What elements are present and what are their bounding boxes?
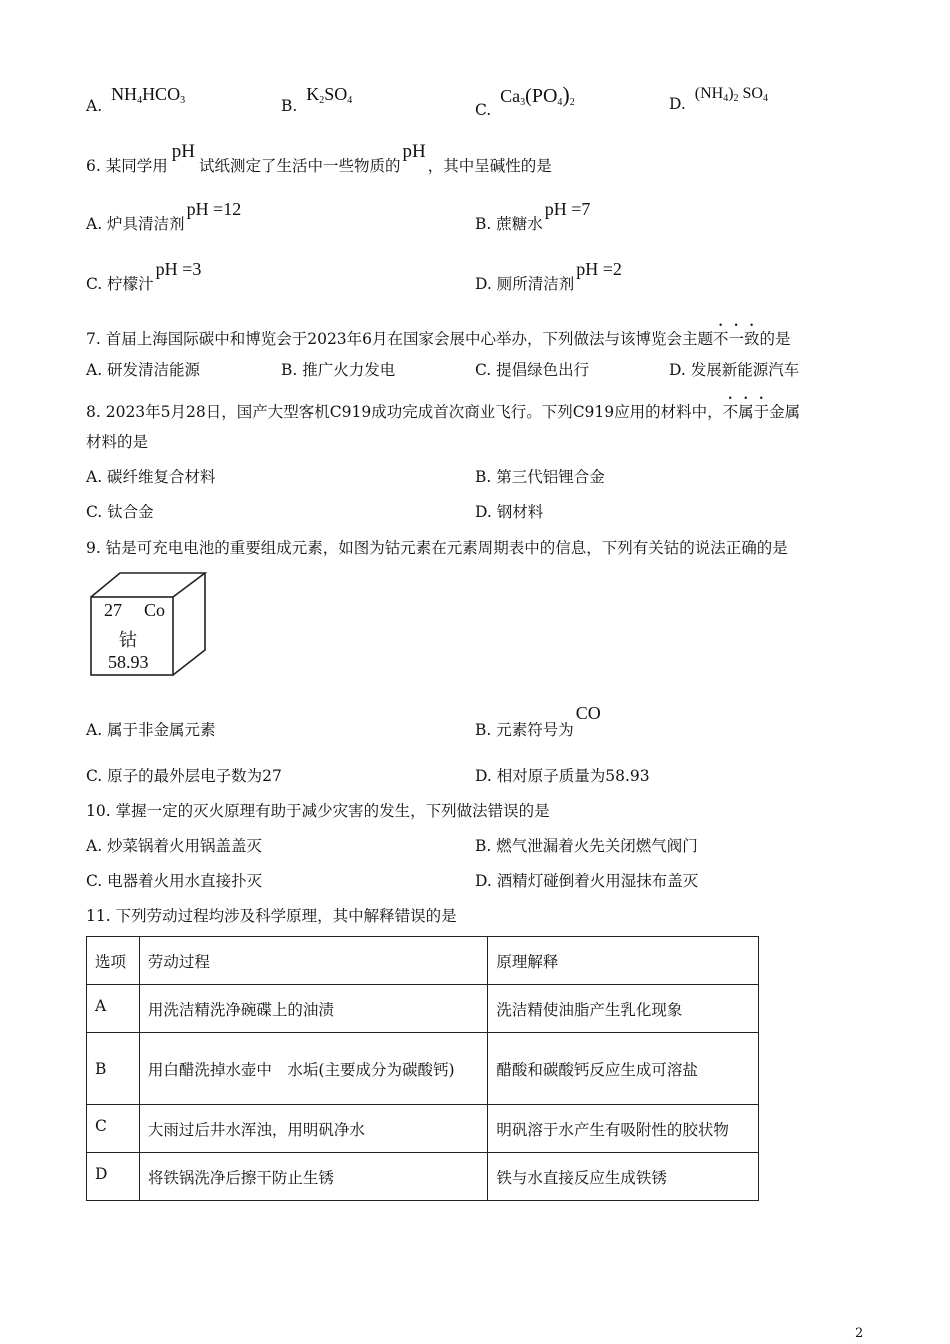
q8-option-c: C. 钛合金 — [86, 503, 154, 521]
q6-option-a: A. 炉具清洁剂pH =12 — [86, 199, 242, 233]
q9-option-d: D. 相对原子质量为58.93 — [475, 767, 650, 785]
q8-stem-line2: 材料的是 — [86, 433, 149, 451]
table-row: D 将铁锅洗净后擦干防止生锈 铁与水直接反应生成铁锈 — [87, 1153, 759, 1201]
q7-option-a: A. 研发清洁能源 — [86, 361, 201, 379]
q5-option-a-label: A. — [86, 97, 103, 115]
page-number: 2 — [855, 1326, 864, 1341]
q6-option-c: C. 柠檬汁pH =3 — [86, 259, 202, 293]
q10-option-b: B. 燃气泄漏着火先关闭燃气阀门 — [475, 837, 698, 855]
element-box-outline — [88, 570, 210, 680]
q7-option-b: B. 推广火力发电 — [281, 361, 396, 379]
q5-option-a-formula: $NH_4HCO_3$ — [111, 84, 186, 106]
q10-option-d: D. 酒精灯碰倒着火用湿抹布盖灭 — [475, 872, 699, 890]
q8-stem: 8. 2023年5月28日，国产大型客机C919成功完成首次商业飞行。下列C919应用的材料中，不属于金属 — [86, 403, 801, 421]
q6-stem: 6. 某同学用pH试纸测定了生活中一些物质的pH，其中呈碱性的是 — [86, 141, 552, 175]
q11-stem: 11. 下列劳动过程均涉及科学原理，其中解释错误的是 — [86, 907, 457, 925]
q5-option-c — [475, 82, 575, 119]
q10-option-a: A. 炒菜锅着火用锅盖盖灭 — [86, 837, 263, 855]
element-name: 钴 — [119, 630, 137, 650]
q5-option-c-formula: $Ca_3(PO_4)_2$ — [500, 82, 575, 108]
q5-option-b — [281, 84, 353, 115]
q5-option-b-label: B. — [281, 97, 298, 115]
table-row: B 用白醋洗掉水壶中 水垢(主要成分为碳酸钙) 醋酸和碳酸钙反应生成可溶盐 — [87, 1033, 759, 1105]
q5-option-d-label: D. — [669, 95, 686, 113]
q7-stem: 7. 首届上海国际碳中和博览会于2023年6月在国家会展中心举办，下列做法与该博览会主题不一致的是 — [86, 330, 791, 348]
q9-option-c: C. 原子的最外层电子数为27 — [86, 767, 282, 785]
q5-option-a — [86, 84, 186, 115]
table-row: A 用洗洁精洗净碗碟上的油渍 洗洁精使油脂产生乳化现象 — [87, 985, 759, 1033]
q6-option-d: D. 厕所清洁剂pH =2 — [475, 259, 622, 293]
q8-option-b: B. 第三代铝锂合金 — [475, 468, 605, 486]
q5-option-b-formula: $K_2SO_4$ — [306, 84, 353, 106]
q6-option-b: B. 蔗糖水pH =7 — [475, 199, 591, 233]
q9-option-a: A. 属于非金属元素 — [86, 721, 216, 739]
q10-option-c: C. 电器着火用水直接扑灭 — [86, 872, 263, 890]
element-atomic-number: 27 — [104, 600, 122, 620]
header-option: 选项 — [87, 937, 140, 985]
q10-stem: 10. 掌握一定的灭火原理有助于减少灾害的发生，下列做法错误的是 — [86, 802, 550, 820]
table-header-row — [87, 937, 759, 985]
q7-option-c: C. 提倡绿色出行 — [475, 361, 590, 379]
element-symbol: Co — [144, 600, 166, 620]
q5-option-d — [669, 84, 768, 113]
q9-option-b: B. 元素符号为CO — [475, 703, 601, 739]
q8-emphasis: 不属于 — [722, 403, 770, 421]
header-process: 劳动过程 — [139, 937, 488, 985]
q7-option-d: D. 发展新能源汽车 — [669, 361, 800, 379]
q7-emphasis: 不一致 — [713, 330, 760, 348]
q5-option-c-label: C. — [475, 101, 492, 119]
q8-option-d: D. 钢材料 — [475, 503, 544, 521]
table-row: C 大雨过后井水浑浊，用明矾净水 明矾溶于水产生有吸附性的胶状物 — [87, 1105, 759, 1153]
q11-table — [86, 936, 759, 1201]
q8-option-a: A. 碳纤维复合材料 — [86, 468, 216, 486]
q9-stem: 9. 钴是可充电电池的重要组成元素，如图为钴元素在元素周期表中的信息，下列有关钴的说法正确的是 — [86, 539, 788, 557]
element-atomic-mass: 58.93 — [108, 652, 149, 672]
header-principle: 原理解释 — [488, 937, 759, 985]
element-cobalt-box — [88, 570, 210, 680]
q5-option-d-formula: $(NH_4)_2$ $SO_4$ — [694, 85, 768, 104]
